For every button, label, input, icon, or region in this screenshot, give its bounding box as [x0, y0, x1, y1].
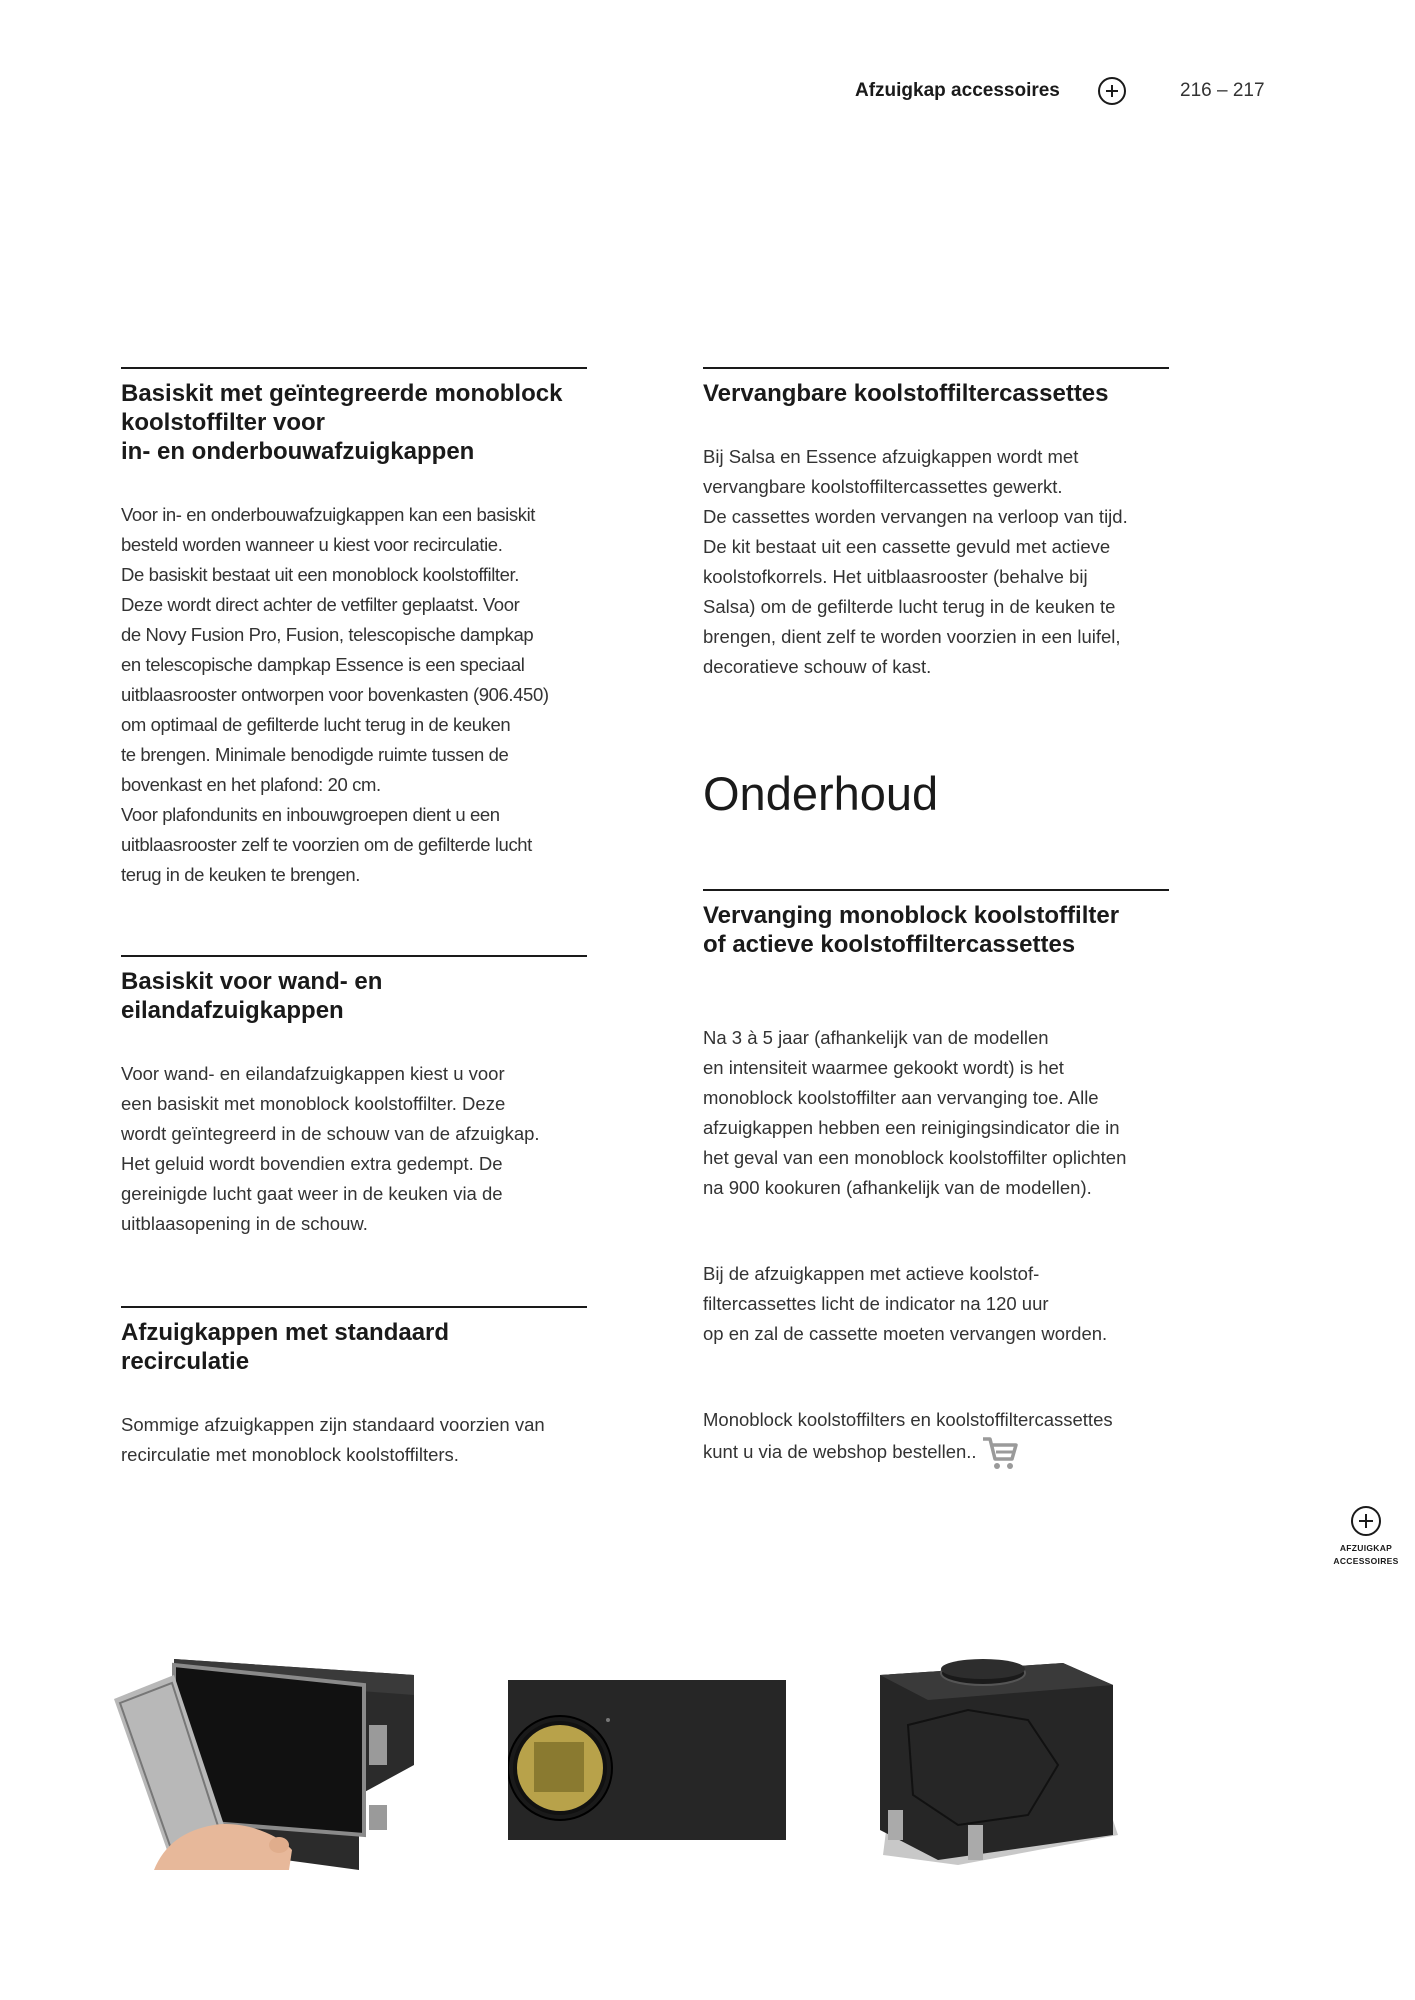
section-divider [121, 367, 587, 369]
section-heading: Afzuigkappen met standaard recirculatie [121, 1319, 450, 1375]
paragraph-webshop [703, 1405, 1169, 1471]
section-text: Sommige afzuigkappen zijn standaard voorzien van recirculatie met monoblock koolstoffilters. [121, 1414, 545, 1465]
plus-circle-icon[interactable] [1351, 1506, 1381, 1536]
section-heading: Vervanging monoblock koolstoffilter of actieve koolstoffiltercassettes [703, 902, 1120, 958]
plus-circle-icon[interactable] [1098, 77, 1126, 105]
side-tab-label: AFZUIGKAP ACCESSOIRES [1333, 1543, 1399, 1566]
section-divider [703, 889, 1169, 891]
section-text: Voor in- en onderbouwafzuigkappen kan een basiskit besteld worden wanneer u kiest voor recirculatie. De basiskit bestaat uit een monoblock koolstoffilter. Deze wordt direct achter de vetfilter geplaatst. Voor de Novy Fusion Pro, Fusion, telescopische dampkap en telescopische dampkap Essence is een speciaal uitblaasrooster ontworpen voor bovenkasten (906.450) om optimaal de gefilterde lucht terug in de keuken te brengen. Minimale benodigde ruimte tussen de bovenkast en het plafond: 20 cm. Voor plafondunits en inbouwgroepen dient u een uitblaasrooster zelf te voorzien om de gefilterde lucht terug in de keuken te brengen. [121, 504, 549, 885]
section-divider [121, 955, 587, 957]
section-basiskit-inbouw [121, 367, 587, 890]
paragraph-indicator: Bij de afzuigkappen met actieve koolstof- filtercassettes licht de indicator na 120 uur op en zal de cassette moeten vervangen worden. [703, 1263, 1108, 1344]
section-heading: Basiskit met geïntegreerde monoblock koolstoffilter voor in- en onderbouwafzuigkappen [121, 380, 563, 465]
section-vervanging [703, 889, 1169, 1501]
section-text: Voor wand- en eilandafzuigkappen kiest u voor een basiskit met monoblock koolstoffilter. Deze wordt geïntegreerd in de schouw van de afzuigkap. Het geluid wordt bovendien extra gedempt. De gereinigde lucht gaat weer in de keuken via de uitblaasopening in de schouw. [121, 1063, 540, 1234]
section-divider [121, 1306, 587, 1308]
section-heading: Vervangbare koolstoffiltercassettes [703, 380, 1109, 407]
koolstoffiltercassette-image [508, 1680, 786, 1840]
shopping-cart-icon[interactable] [981, 1435, 1019, 1471]
section-title: Afzuigkap accessoires [855, 80, 1060, 101]
section-basiskit-wand [121, 955, 587, 1239]
side-tab-afzuigkap-accessoires[interactable] [1330, 1506, 1402, 1568]
basiskit-inbouw-image [114, 1655, 432, 1870]
page-header [850, 72, 1270, 112]
section-text [703, 993, 1169, 1501]
section-heading: Basiskit voor wand- en eilandafzuigkappen [121, 968, 383, 1024]
section-divider [703, 367, 1169, 369]
monoblock-koolstoffilter-image [868, 1655, 1118, 1865]
onderhoud-heading: Onderhoud [703, 767, 939, 820]
page-numbers: 216 – 217 [1180, 80, 1265, 101]
webshop-text: Monoblock koolstoffilters en koolstoffiltercassettes kunt u via de webshop bestellen.. [703, 1409, 1113, 1462]
section-koolstoffiltercassettes [703, 367, 1169, 682]
section-standaard-recirculatie [121, 1306, 587, 1470]
paragraph-replacement: Na 3 à 5 jaar (afhankelijk van de modellen en intensiteit waarmee gekookt wordt) is het monoblock koolstoffilter aan vervanging toe. Alle afzuigkappen hebben een reinigingsindicator die in het geval van een monoblock koolstoffilter oplichten na 900 kookuren (afhankelijk van de modellen). [703, 1027, 1127, 1198]
section-text: Bij Salsa en Essence afzuigkappen wordt met vervangbare koolstoffiltercassettes gewerkt. De cassettes worden vervangen na verloop van tijd. De kit bestaat uit een cassette gevuld met actieve koolstofkorrels. Het uitblaasrooster (behalve bij Salsa) om de gefilterde lucht terug in de keuken te brengen, dient zelf te worden voorzien in een luifel, decoratieve schouw of kast. [703, 446, 1128, 677]
